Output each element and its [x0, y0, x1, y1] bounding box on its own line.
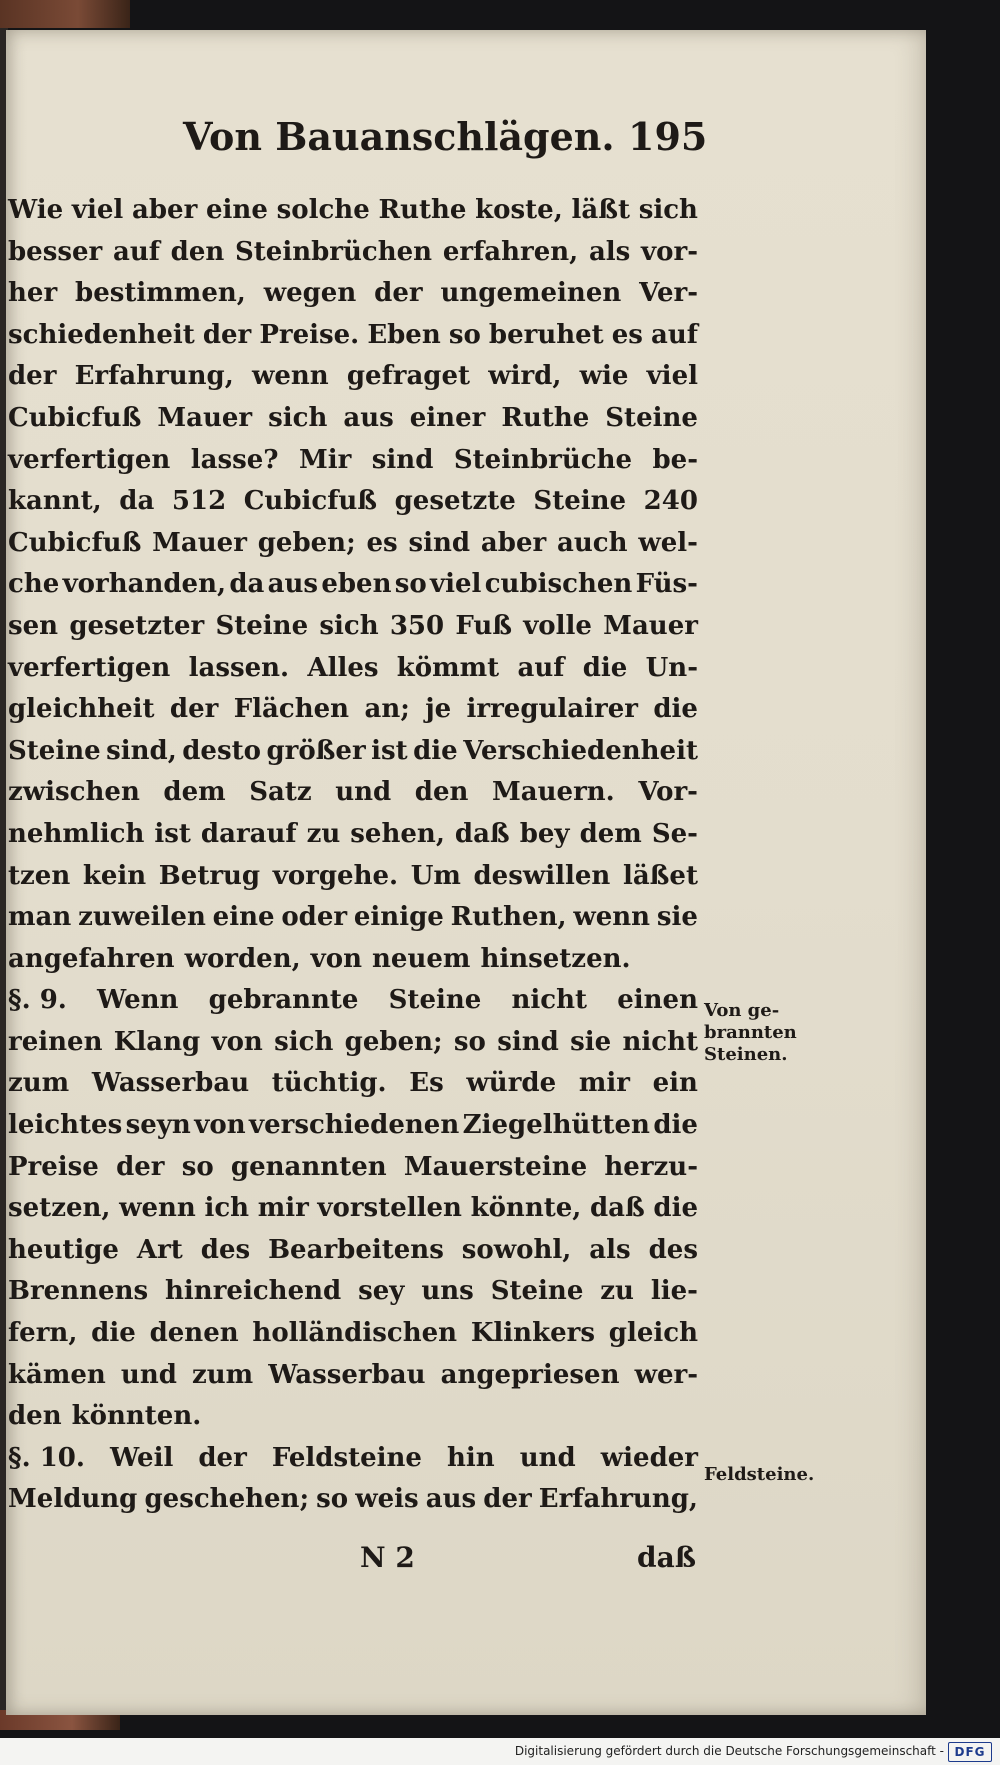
word: wenn: [573, 902, 651, 933]
word: wegen: [263, 278, 357, 309]
word: auf: [112, 236, 160, 267]
word: zu: [600, 1276, 634, 1307]
word: hinreichend: [165, 1276, 342, 1307]
word: Alles: [307, 652, 379, 683]
word: könnte,: [470, 1193, 582, 1224]
text-line: [8, 1147, 698, 1189]
word: lie-: [650, 1276, 698, 1307]
marginal-note-line: brannten: [704, 1022, 797, 1043]
text-line: [8, 772, 698, 814]
word: läßet: [622, 860, 698, 891]
word: vorstellen: [317, 1193, 462, 1224]
word: angefahren: [8, 943, 175, 974]
word: Steine: [215, 610, 309, 641]
word: 512: [171, 486, 227, 517]
word: daß: [454, 818, 510, 849]
word: heutige: [8, 1234, 119, 1265]
word: irregulairer: [466, 694, 638, 725]
word: §. 10.: [8, 1442, 85, 1473]
word: hin: [447, 1442, 495, 1473]
word: angepriesen: [440, 1359, 620, 1390]
word: geben;: [344, 1026, 443, 1057]
text-line: [8, 190, 698, 232]
word: Ruthe: [378, 195, 467, 225]
word: be-: [652, 444, 698, 475]
word: Preise: [8, 1151, 99, 1182]
word: reinen: [8, 1026, 103, 1057]
word: geben;: [257, 527, 356, 558]
word: hinsetzen.: [480, 943, 631, 974]
word: sich: [268, 402, 328, 433]
word: dem: [579, 818, 642, 849]
text-line: [8, 481, 698, 523]
word: Steine: [8, 735, 101, 766]
word: daß: [589, 1193, 645, 1224]
word: Steine: [388, 985, 482, 1016]
word: gesetzte: [394, 486, 516, 517]
text-line: [8, 814, 698, 856]
word: und: [335, 777, 392, 808]
word: denen: [149, 1318, 239, 1349]
word: wieder: [600, 1442, 698, 1473]
word: so: [394, 569, 427, 600]
word: zum: [8, 1068, 70, 1099]
word: aber: [480, 527, 547, 558]
word: nicht: [622, 1026, 698, 1057]
word: eine: [212, 902, 275, 933]
word: auf: [651, 319, 698, 350]
word: desto: [182, 735, 261, 766]
marginal-note-gebrannte-steine: [704, 1000, 824, 1066]
word: Mir: [298, 444, 352, 475]
word: so: [448, 319, 481, 350]
word: zu: [306, 818, 341, 849]
word: Wasserbau: [268, 1359, 426, 1390]
word: Ver-: [639, 278, 698, 309]
word: holländischen: [252, 1318, 458, 1349]
word: koste,: [475, 195, 563, 225]
text-line: [8, 1396, 698, 1438]
word: Brennens: [8, 1276, 149, 1307]
word: des: [648, 1234, 698, 1265]
word: Es: [409, 1068, 444, 1099]
word: uns: [421, 1276, 474, 1307]
word: da: [229, 569, 265, 600]
word: Mauern.: [492, 777, 615, 808]
word: Erfahrung,: [74, 361, 234, 392]
text-line: [8, 232, 698, 274]
word: einen: [617, 985, 698, 1016]
text-line: [8, 315, 698, 357]
word: volle: [523, 610, 592, 641]
text-line: [8, 273, 698, 315]
word: Wie: [8, 195, 64, 225]
text-line: [8, 980, 698, 1022]
word: deswillen: [473, 860, 611, 891]
word: ein: [652, 1068, 698, 1099]
word: Eben: [367, 319, 441, 350]
word: den: [8, 1401, 62, 1432]
word: gleich: [608, 1318, 698, 1349]
word: Weil: [109, 1442, 174, 1473]
word: gesetzter: [69, 610, 205, 641]
text-line: [8, 897, 698, 939]
word: so: [316, 1484, 349, 1515]
text-line: [8, 564, 698, 606]
word: es: [366, 527, 398, 558]
word: Um: [410, 860, 461, 891]
text-line: [8, 1438, 698, 1480]
word: her: [8, 278, 58, 309]
word: Mauer: [152, 527, 247, 558]
word: Klang: [113, 1026, 201, 1057]
word: setzen,: [8, 1193, 111, 1224]
word: Steinbrüchen: [235, 236, 433, 267]
word: Erfahrung,: [538, 1484, 698, 1515]
word: Mauer: [157, 402, 253, 433]
word: Steine: [490, 1276, 584, 1307]
word: nicht: [511, 985, 588, 1016]
word: der: [116, 1151, 165, 1182]
word: fern,: [8, 1318, 78, 1349]
dfg-logo: DFG: [948, 1742, 992, 1762]
word: Wenn: [97, 985, 179, 1016]
word: den: [170, 236, 225, 267]
text-line: [8, 398, 698, 440]
running-header-title: Von Bauanschlägen.: [183, 114, 615, 159]
word: aber: [132, 195, 198, 225]
text-line: [8, 1230, 698, 1272]
word: genannten: [230, 1151, 387, 1182]
word: Füs-: [635, 569, 698, 600]
word: sey: [358, 1276, 405, 1307]
word: sich: [638, 195, 698, 225]
word: Satz: [249, 777, 312, 808]
word: vor-: [641, 236, 698, 267]
word: Ruthen,: [450, 902, 567, 933]
text-line: [8, 1355, 698, 1397]
word: sen: [8, 610, 59, 641]
text-line: [8, 939, 698, 981]
word: größer: [266, 735, 366, 766]
word: sowohl,: [461, 1234, 572, 1265]
word: die: [582, 652, 628, 683]
word: oder: [281, 902, 348, 933]
word: es: [611, 319, 643, 350]
text-line: [8, 1063, 698, 1105]
word: wird,: [488, 361, 562, 392]
word: Preise.: [259, 319, 360, 350]
word: dem: [163, 777, 226, 808]
marginal-note-line: Von ge-: [704, 1000, 780, 1021]
word: Klinkers: [470, 1318, 595, 1349]
word: als: [588, 236, 631, 267]
word: Vor-: [638, 777, 698, 808]
word: nehmlich: [8, 818, 145, 849]
word: kein: [82, 860, 147, 891]
word: zwischen: [8, 777, 140, 808]
word: als: [589, 1234, 631, 1265]
word: auf: [517, 652, 565, 683]
word: Ziegelhütten: [462, 1110, 650, 1141]
word: wenn: [251, 361, 329, 392]
word: ungemeinen: [440, 278, 622, 309]
word: Cubicfuß: [8, 527, 142, 558]
word: aus: [267, 569, 319, 600]
word: tüchtig.: [271, 1068, 387, 1099]
page-number: 195: [628, 114, 708, 159]
word: gebrannte: [208, 985, 359, 1016]
word: auch: [557, 527, 628, 558]
word: Art: [136, 1234, 183, 1265]
word: sind,: [106, 735, 177, 766]
text-line: [8, 731, 698, 773]
text-line: [8, 648, 698, 690]
word: mir: [257, 1193, 309, 1224]
word: so: [453, 1026, 486, 1057]
word: vorgehe.: [272, 860, 399, 891]
word: die: [413, 735, 458, 766]
word: Cubicfuß: [243, 486, 378, 517]
word: könnten.: [71, 1401, 202, 1432]
word: sehen,: [350, 818, 445, 849]
word: von: [211, 1026, 263, 1057]
word: neuem: [372, 943, 471, 974]
word: der: [198, 1442, 247, 1473]
text-line: [8, 606, 698, 648]
word: Un-: [645, 652, 698, 683]
word: eben: [321, 569, 392, 600]
word: solche: [276, 195, 370, 225]
word: 240: [643, 486, 698, 517]
word: bey: [519, 818, 570, 849]
word: Se-: [651, 818, 698, 849]
word: 350: [389, 610, 445, 641]
word: wie: [579, 361, 629, 392]
word: beruhet: [488, 319, 604, 350]
word: Steinbrüche: [453, 444, 633, 475]
word: Cubicfuß: [8, 402, 142, 433]
word: sind: [371, 444, 434, 475]
catchword: daß: [637, 1541, 696, 1574]
word: man: [8, 902, 72, 933]
word: der: [374, 278, 423, 309]
word: des: [200, 1234, 251, 1265]
word: sich: [274, 1026, 334, 1057]
word: die: [653, 1110, 698, 1141]
word: Fuß: [455, 610, 512, 641]
word: verfertigen: [8, 652, 171, 683]
text-line: [8, 1105, 698, 1147]
text-line: [8, 1188, 698, 1230]
word: leichtes: [8, 1110, 123, 1141]
word: eine: [206, 195, 268, 225]
word: lassen.: [188, 652, 290, 683]
text-line: [8, 1313, 698, 1355]
word: von: [310, 943, 363, 974]
word: Betrug: [158, 860, 261, 891]
word: zum: [192, 1359, 254, 1390]
text-line: [8, 1479, 698, 1521]
word: mir: [578, 1068, 630, 1099]
marginal-note-line: Steinen.: [704, 1044, 788, 1065]
word: an;: [364, 694, 410, 725]
word: viel: [71, 195, 124, 225]
word: ist: [154, 818, 191, 849]
word: zuweilen: [78, 902, 206, 933]
word: che: [8, 569, 60, 600]
word: kömmt: [396, 652, 500, 683]
word: Bearbeitens: [268, 1234, 444, 1265]
word: läßt: [571, 195, 630, 225]
word: je: [425, 694, 452, 725]
word: sind: [408, 527, 471, 558]
word: Meldung: [8, 1484, 138, 1515]
word: wel-: [638, 527, 698, 558]
word: ich: [204, 1193, 250, 1224]
word: die: [653, 1193, 698, 1224]
word: lasse?: [190, 444, 279, 475]
word: seyn: [125, 1110, 191, 1141]
word: Flächen: [233, 694, 350, 725]
text-line: [8, 440, 698, 482]
word: aus: [425, 1484, 477, 1515]
word: sie: [656, 902, 698, 933]
word: sind: [497, 1026, 559, 1057]
word: viel: [646, 361, 698, 392]
word: einige: [353, 902, 444, 933]
text-line: [8, 523, 698, 565]
word: der: [483, 1484, 532, 1515]
word: herzu-: [604, 1151, 698, 1182]
word: ist: [371, 735, 408, 766]
word: die: [653, 694, 698, 725]
word: Feldsteine: [271, 1442, 422, 1473]
word: cubischen: [484, 569, 633, 600]
word: gefraget: [346, 361, 471, 392]
word: da: [119, 486, 155, 517]
word: vorhanden,: [62, 569, 227, 600]
marginal-note-feldsteine: Feldsteine.: [704, 1464, 815, 1485]
word: so: [181, 1151, 214, 1182]
word: tzen: [8, 860, 71, 891]
word: erfahren,: [442, 236, 579, 267]
word: sich: [319, 610, 379, 641]
word: kämen: [8, 1359, 106, 1390]
signature-mark: N 2: [360, 1541, 415, 1574]
word: der: [169, 694, 219, 725]
book-spine-top: [0, 0, 130, 28]
word: Verschiedenheit: [463, 735, 698, 766]
word: einer: [409, 402, 486, 433]
body-text: [8, 190, 698, 1521]
word: die: [91, 1318, 136, 1349]
word: bestimmen,: [75, 278, 246, 309]
word: geschehen;: [144, 1484, 310, 1515]
word: besser: [8, 236, 103, 267]
word: weis: [355, 1484, 419, 1515]
word: viel: [430, 569, 482, 600]
word: gleichheit: [8, 694, 155, 725]
text-line: [8, 1022, 698, 1064]
word: Mauersteine: [403, 1151, 588, 1182]
text-line: [8, 856, 698, 898]
word: sie: [570, 1026, 612, 1057]
word: verschiedenen: [249, 1110, 460, 1141]
word: kannt,: [8, 486, 102, 517]
word: der: [8, 361, 57, 392]
text-line: [8, 689, 698, 731]
word: schiedenheit: [8, 319, 195, 350]
word: Steine: [605, 402, 698, 433]
word: Ruthe: [501, 402, 590, 433]
word: von: [194, 1110, 246, 1141]
text-line: [8, 356, 698, 398]
digitization-credit: Digitalisierung gefördert durch die Deutsche Forschungsgemeinschaft -: [514, 1744, 944, 1758]
word: würde: [466, 1068, 557, 1099]
text-line: [8, 1271, 698, 1313]
word: wer-: [634, 1359, 698, 1390]
word: und: [519, 1442, 576, 1473]
word: Steine: [533, 486, 627, 517]
word: wenn: [119, 1193, 196, 1224]
word: §. 9.: [8, 985, 67, 1016]
word: und: [120, 1359, 177, 1390]
word: den: [414, 777, 469, 808]
word: verfertigen: [8, 444, 171, 475]
word: Mauer: [603, 610, 698, 641]
word: Wasserbau: [91, 1068, 250, 1099]
word: aus: [343, 402, 394, 433]
word: der: [202, 319, 252, 350]
word: darauf: [200, 818, 297, 849]
word: worden,: [184, 943, 301, 974]
